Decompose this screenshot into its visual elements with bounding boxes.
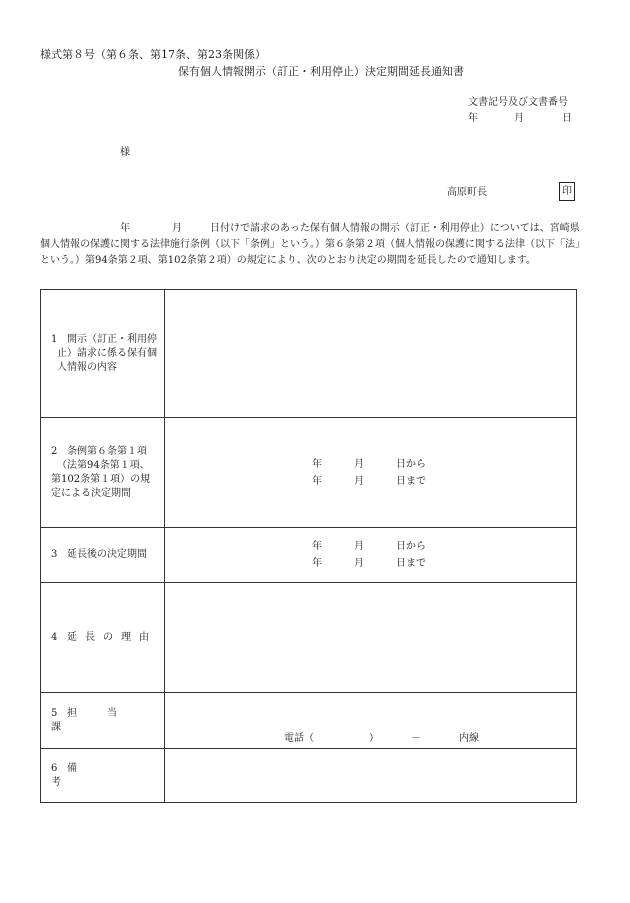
form-table (40, 289, 577, 803)
value-department (165, 693, 577, 749)
label-department: 5 担当課 (41, 693, 165, 749)
value-request-content (165, 290, 577, 418)
intro-text: 日付けで請求のあった保有個人情報の開示（訂正・利用停止）については、宮崎県個人情報の保護に関する法律施行条例（以下「条例」という。）第６条第２項（個人情報の保護に関する法律（以下「法」という。）第94条第２項、第102条第２項）の規定により、次のとおり決定の期間を延長したので通知します。 (40, 223, 580, 266)
value-extended-period: 年 月 日から 年 月 日まで (165, 528, 577, 583)
phone-label: 電話（ (284, 733, 314, 744)
issue-date-month: 月 (514, 113, 524, 124)
table-row-remarks (41, 749, 577, 803)
form-label: 様式第８号（第６条、第17条、第23条関係） (40, 48, 266, 61)
table-row-original-period (41, 418, 577, 528)
phone-extension: 内線 (459, 733, 479, 744)
table-row-department (41, 693, 577, 749)
value-remarks (165, 749, 577, 803)
issue-date-year: 年 (468, 113, 478, 124)
intro-month: 月 (172, 223, 182, 234)
issue-date-day: 日 (562, 113, 572, 124)
intro-year: 年 (120, 223, 130, 234)
label-reason: 4 延長の理由 (41, 583, 165, 693)
seal-mark: 印 (559, 182, 575, 201)
table-row-extended-period (41, 528, 577, 583)
table-row-reason (41, 583, 577, 693)
intro-paragraph (40, 221, 584, 269)
phone-close: ） (369, 733, 379, 744)
document-number-label: 文書記号及び文書番号 (468, 97, 568, 108)
table-row-content (41, 290, 577, 418)
label-extended-period: 3 延長後の決定期間 (41, 528, 165, 583)
label-original-period: 2 条例第６条第１項 （法第94条第１項、 第102条第１項）の規 定による決定期間 (41, 418, 165, 528)
label-remarks: 6 備考 (41, 749, 165, 803)
value-original-period: 年 月 日から 年 月 日まで (165, 418, 577, 528)
phone-dash: － (411, 733, 421, 744)
value-reason (165, 583, 577, 693)
issuer-name: 高原町長 (447, 187, 487, 198)
label-request-content: 1 開示（訂正・利用停 止）請求に係る保有個 人情報の内容 (41, 290, 165, 418)
addressee-suffix: 様 (120, 147, 130, 158)
phone-line (165, 693, 576, 748)
document-title: 保有個人情報開示（訂正・利用停止）決定期間延長通知書 (178, 65, 464, 78)
